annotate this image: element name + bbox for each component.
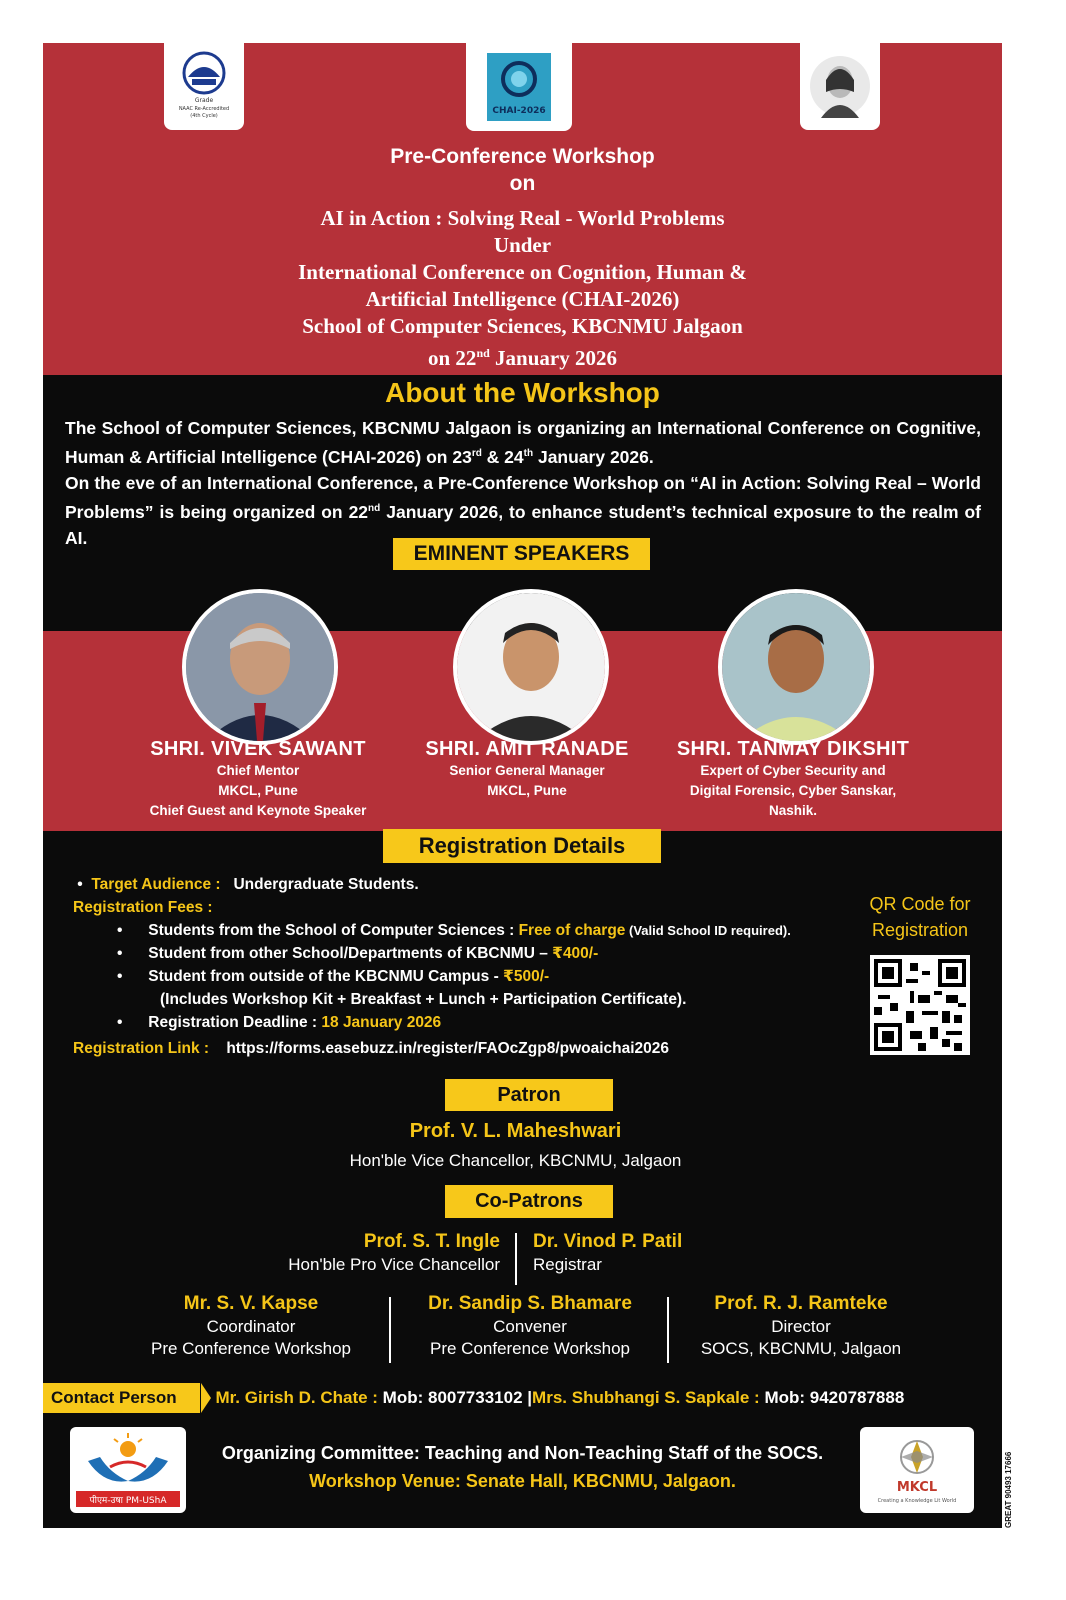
committee-divider (389, 1297, 391, 1363)
speaker-photo-2 (453, 589, 609, 745)
copatrons-title: Co-Patrons (445, 1185, 613, 1218)
fee-note: (Includes Workshop Kit + Breakfast + Lunch + Participation Certificate). (160, 991, 687, 1008)
fees-label: Registration Fees : (73, 899, 213, 916)
speaker-photo-1 (182, 589, 338, 745)
svg-text:Creating a Knowledge Lit World: Creating a Knowledge Lit World (877, 1498, 957, 1504)
copatron-divider (515, 1233, 517, 1285)
portrait-logo (800, 43, 880, 130)
organizing-committee: Organizing Committee: Teaching and Non-Teaching Staff of the SOCS. (221, 1443, 824, 1463)
speaker-1 (118, 737, 398, 821)
conference-name-1: International Conference on Cognition, Human & (298, 260, 747, 284)
contact-phone[interactable]: Mob: 9420787888 (764, 1388, 905, 1407)
about-text: The School of Computer Sciences, KBCNMU Jalgaon is organizing an International Conference on Cognitive, Human & Artificial Intelligence (CHAI-2026) on 23rd & 24th January 2026. On the eve of an International Conference, a Pre-Conference Workshop on “AI in Action: Solving Real – World Problems” is being organized on 22nd January 2026, to enhance student’s technical exposure to the realm of AI. (65, 418, 982, 548)
committee-member-2: Dr. Sandip S. Bhamare Convener Pre Conference Workshop (428, 1293, 632, 1358)
svg-text:Grade: Grade (194, 96, 214, 104)
pm-usha-logo (70, 1427, 186, 1513)
contact-label: Contact Person (43, 1383, 200, 1413)
fee-item: • Student from outside of the KBCNMU Campus - ₹500/- (117, 968, 550, 985)
contact-phone[interactable]: Mob: 8007733102 (382, 1388, 523, 1407)
under-text: Under (493, 233, 552, 257)
university-logo (164, 43, 244, 130)
committee-member-1: Mr. S. V. Kapse Coordinator Pre Conference Workshop (150, 1293, 351, 1358)
mkcl-logo (860, 1427, 974, 1513)
speaker-3 (653, 737, 933, 821)
speaker-name: SHRI. VIVEK SAWANT (150, 738, 366, 760)
committee-divider (667, 1297, 669, 1363)
copatron-left: Prof. S. T. Ingle Hon'ble Pro Vice Chancellor (288, 1231, 500, 1274)
speaker-title: Expert of Cyber Security and (700, 763, 886, 778)
patron-name: Prof. V. L. Maheshwari (409, 1120, 622, 1142)
svg-text:CHAI-2026: CHAI-2026 (492, 106, 546, 116)
fee-item: • Student from other School/Departments of KBCNMU – ₹400/- (117, 945, 599, 962)
speaker-2 (387, 737, 667, 801)
side-code: GREAT 90493 17666 (1004, 1451, 1013, 1528)
qr-caption: QR Code for Registration (869, 894, 971, 940)
workshop-topic: AI in Action : Solving Real - World Problems (320, 206, 725, 230)
speaker-org: MKCL, Pune (218, 783, 298, 798)
committee-member-3: Prof. R. J. Ramteke Director SOCS, KBCNMU, Jalgaon (700, 1293, 902, 1358)
registration-qr-code[interactable] (870, 955, 970, 1055)
patron-role: Hon'ble Vice Chancellor, KBCNMU, Jalgaon (349, 1151, 682, 1170)
workshop-venue: Workshop Venue: Senate Hall, KBCNMU, Jalgaon. (309, 1471, 736, 1491)
registration-link-row: Registration Link : https://forms.easebuzz.in/register/FAOcZgp8/pwoaichai2026 (73, 1040, 670, 1057)
speaker-title: Senior General Manager (449, 763, 605, 778)
chai-2026-logo (466, 43, 572, 131)
about-title: About the Workshop (385, 377, 660, 408)
fee-item: • Students from the School of Computer Sciences : Free of charge (Valid School ID required). (117, 922, 791, 939)
svg-text:MKCL: MKCL (896, 1480, 938, 1495)
registration-title: Registration Details (383, 829, 661, 863)
workshop-date: on 22nd January 2026 (428, 346, 617, 370)
speaker-photo-3 (718, 589, 874, 745)
workshop-heading-on: on (509, 172, 536, 195)
speaker-org: Digital Forensic, Cyber Sanskar, (689, 783, 897, 798)
speaker-role: Chief Guest and Keynote Speaker (149, 803, 367, 818)
copatron-right: Dr. Vinod P. Patil Registrar (533, 1231, 683, 1274)
conference-name-2: Artificial Intelligence (CHAI-2026) (365, 287, 680, 311)
speaker-title: Chief Mentor (216, 763, 300, 778)
registration-link[interactable]: https://forms.easebuzz.in/register/FAOcZgp8/pwoaichai2026 (226, 1040, 670, 1057)
organizer-name: School of Computer Sciences, KBCNMU Jalgaon (302, 314, 743, 338)
svg-text:(4th Cycle): (4th Cycle) (190, 112, 218, 119)
registration-details (73, 873, 853, 1060)
workshop-heading: Pre-Conference Workshop (390, 145, 655, 168)
speaker-name: SHRI. AMIT RANADE (425, 738, 629, 760)
patron-title: Patron (445, 1079, 613, 1111)
arrow-icon (201, 1383, 211, 1413)
svg-text:पीएम-उषा PM-UShA: पीएम-उषा PM-UShA (89, 1496, 167, 1506)
speaker-org: MKCL, Pune (487, 783, 567, 798)
speaker-location: Nashik. (768, 803, 818, 818)
svg-text:NAAC Re-Accredited: NAAC Re-Accredited (178, 105, 230, 112)
target-audience: • Target Audience : Undergraduate Students. (73, 876, 419, 893)
contact-row: Contact Person Mr. Girish D. Chate : Mob: 8007733102 |Mrs. Shubhangi S. Sapkale : Mob: 9420787888 (43, 1383, 1002, 1413)
speaker-name: SHRI. TANMAY DIKSHIT (676, 738, 910, 760)
poster (43, 43, 1002, 1528)
speakers-title: EMINENT SPEAKERS (393, 538, 650, 570)
deadline: • Registration Deadline : 18 January 2026 (117, 1014, 442, 1031)
